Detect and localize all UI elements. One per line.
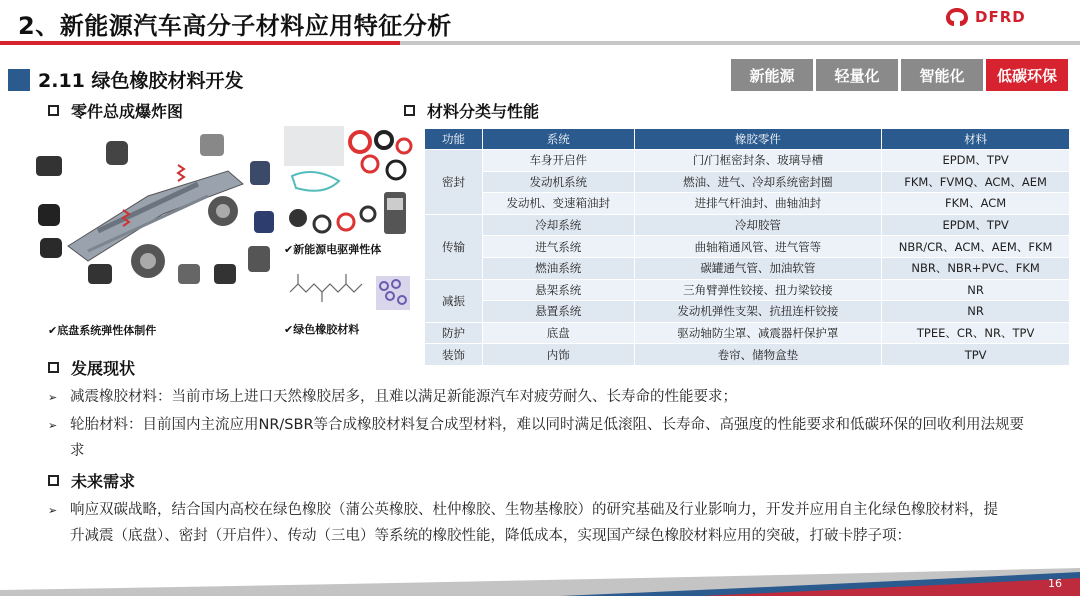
checkbox-bullet-icon	[48, 475, 59, 486]
chassis-exploded-image	[28, 126, 280, 321]
arrow-bullet-icon: ➢	[48, 391, 58, 404]
table-row	[425, 301, 1070, 323]
material-cell: NR	[882, 301, 1070, 323]
section-marker	[8, 69, 30, 91]
materials-heading	[404, 99, 539, 122]
function-cell: 传输	[425, 214, 483, 279]
part-cell: 进排气杆油封、曲轴油封	[634, 193, 882, 215]
page-title: 2、新能源汽车高分子材料应用特征分析	[18, 12, 452, 40]
table-row	[425, 150, 1070, 172]
system-cell: 底盘	[482, 322, 634, 344]
tag-new-energy: 新能源	[731, 59, 813, 91]
table-row	[425, 193, 1070, 215]
materials-heading-text: 材料分类与性能	[427, 102, 540, 121]
table-row	[425, 214, 1070, 236]
dfrd-logo	[944, 4, 1054, 30]
arrow-bullet-icon: ➢	[48, 504, 58, 517]
logo-text: DFRD	[975, 8, 1026, 26]
green-rubber-caption: ✔绿色橡胶材料	[284, 323, 360, 336]
system-cell: 悬置系统	[482, 301, 634, 323]
future-bullet-1	[48, 497, 1018, 549]
part-cell: 驱动轴防尘罩、减震器杆保护罩	[634, 322, 882, 344]
title-underline-red	[0, 41, 400, 45]
table-row	[425, 279, 1070, 301]
material-cell: TPV	[882, 344, 1070, 366]
table-row	[425, 236, 1070, 258]
part-cell: 三角臂弹性铰接、扭力梁铰接	[634, 279, 882, 301]
material-cell: EPDM、TPV	[882, 214, 1070, 236]
function-cell: 密封	[425, 150, 483, 215]
arrow-bullet-icon: ➢	[48, 419, 58, 432]
ev-drive-caption: ✔新能源电驱弹性体	[284, 243, 382, 256]
checkbox-bullet-icon	[48, 362, 59, 373]
category-tags	[731, 59, 1068, 91]
footer-swoosh	[0, 560, 1080, 596]
dongfeng-emblem-icon	[944, 6, 970, 28]
function-cell: 减振	[425, 279, 483, 322]
status-heading	[48, 356, 135, 379]
column-header-rubber-part: 橡胶零件	[634, 129, 882, 150]
table-row	[425, 171, 1070, 193]
system-cell: 燃油系统	[482, 257, 634, 279]
material-cell: TPEE、CR、NR、TPV	[882, 322, 1070, 344]
system-cell: 车身开启件	[482, 150, 634, 172]
future-heading-text: 未来需求	[71, 472, 136, 491]
section-title: 2.11 绿色橡胶材料开发	[38, 70, 244, 92]
function-cell: 防护	[425, 322, 483, 344]
part-cell: 发动机弹性支架、抗扭连杆铰接	[634, 301, 882, 323]
system-cell: 发动机、变速箱油封	[482, 193, 634, 215]
future-heading	[48, 469, 135, 492]
molecule-structure-icon	[284, 262, 416, 318]
system-cell: 冷却系统	[482, 214, 634, 236]
part-cell: 冷却胶管	[634, 214, 882, 236]
system-cell: 悬架系统	[482, 279, 634, 301]
column-header-system: 系统	[482, 129, 634, 150]
table-row	[425, 257, 1070, 279]
material-cell: FKM、FVMQ、ACM、AEM	[882, 171, 1070, 193]
exploded-view-caption: ✔底盘系统弹性体制件	[48, 324, 157, 337]
tag-intelligent: 智能化	[901, 59, 983, 91]
part-cell: 曲轴箱通风管、进气管等	[634, 236, 882, 258]
chassis-illustration-icon	[28, 126, 280, 321]
tag-low-carbon: 低碳环保	[986, 59, 1068, 91]
exploded-view-heading-text: 零件总成爆炸图	[71, 102, 184, 121]
materials-table	[424, 128, 1070, 366]
seals-illustration-icon	[284, 126, 416, 238]
system-cell: 发动机系统	[482, 171, 634, 193]
material-cell: FKM、ACM	[882, 193, 1070, 215]
status-bullet-1-text: 减震橡胶材料：当前市场上进口天然橡胶居多，且难以满足新能源汽车对疲劳耐久、长寿命的性能要求；	[70, 389, 737, 405]
checkbox-bullet-icon	[48, 105, 59, 116]
status-heading-text: 发展现状	[71, 359, 136, 378]
checkbox-bullet-icon	[404, 105, 415, 116]
future-bullet-1-text: 响应双碳战略，结合国内高校在绿色橡胶（蒲公英橡胶、杜仲橡胶、生物基橡胶）的研究基础及行业影响力，开发并应用自主化绿色橡胶材料，提升减震（底盘）、密封（开启件）、传动（三电）等系统的橡胶性能，降低成本，实现国产绿色橡胶材料应用的突破，打破卡脖子项：	[70, 502, 998, 544]
part-cell: 卷帘、储物盒垫	[634, 344, 882, 366]
ev-drive-elastomer-image	[284, 126, 416, 238]
table-row	[425, 344, 1070, 366]
column-header-material: 材料	[882, 129, 1070, 150]
material-cell: NBR/CR、ACM、AEM、FKM	[882, 236, 1070, 258]
material-cell: EPDM、TPV	[882, 150, 1070, 172]
exploded-view-heading	[48, 99, 183, 122]
column-header-function: 功能	[425, 129, 483, 150]
system-cell: 进气系统	[482, 236, 634, 258]
title-underline-gray	[400, 41, 1080, 45]
part-cell: 燃油、进气、冷却系统密封圈	[634, 171, 882, 193]
material-cell: NR	[882, 279, 1070, 301]
page-number: 16	[1048, 577, 1062, 590]
function-cell: 装饰	[425, 344, 483, 366]
status-bullet-2-text: 轮胎材料：目前国内主流应用NR/SBR等合成橡胶材料复合成型材料，难以同时满足低滚阻、长寿命、高强度的性能要求和低碳环保的回收利用法规要求	[70, 417, 1025, 459]
tag-lightweight: 轻量化	[816, 59, 898, 91]
status-bullet-1	[48, 384, 1038, 411]
part-cell: 门/门框密封条、玻璃导槽	[634, 150, 882, 172]
part-cell: 碳罐通气管、加油软管	[634, 257, 882, 279]
material-cell: NBR、NBR+PVC、FKM	[882, 257, 1070, 279]
system-cell: 内饰	[482, 344, 634, 366]
green-rubber-image	[284, 262, 416, 318]
table-row	[425, 322, 1070, 344]
table-header-row	[425, 129, 1070, 150]
status-bullet-2	[48, 412, 1048, 464]
